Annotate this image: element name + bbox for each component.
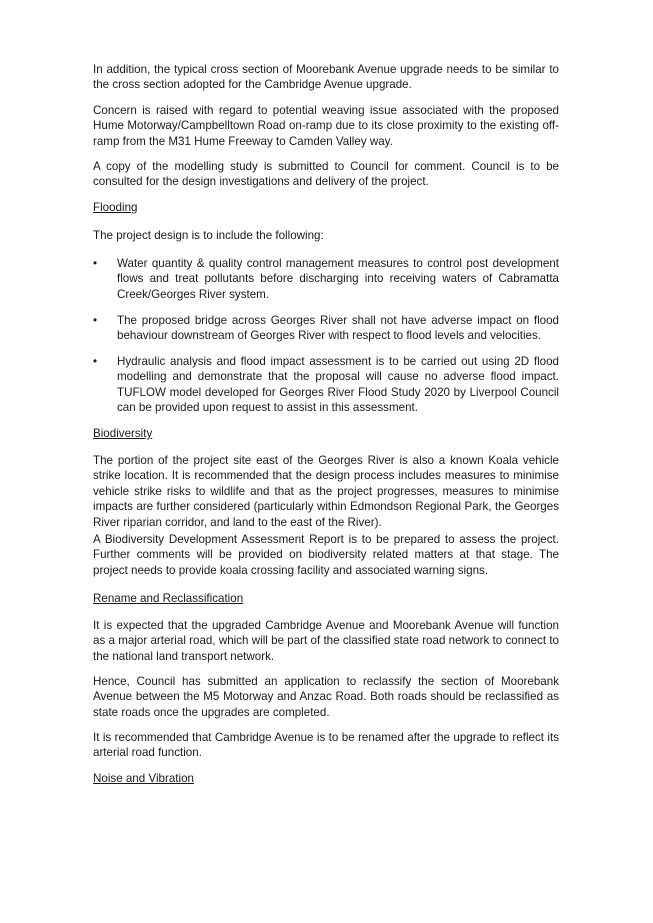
bullet-marker: • — [93, 355, 98, 368]
heading-biodiversity: Biodiversity — [93, 427, 153, 440]
paragraph-rename-cambridge: It is recommended that Cambridge Avenue is to be renamed after the upgrade to reflect its arterial road function. — [93, 731, 559, 760]
paragraph-arterial-road: It is expected that the upgraded Cambridge Avenue and Moorebank Avenue will function as a major arterial road, which will be part of the classified state road network to connect to the national land transport network. — [93, 619, 559, 663]
paragraph-moorebank-cross-section: In addition, the typical cross section of Moorebank Avenue upgrade needs to be similar to the cross section adopted for the Cambridge Avenue upgrade. — [93, 63, 559, 92]
paragraph-weaving-concern: Concern is raised with regard to potential weaving issue associated with the proposed Hume Motorway/Campbelltown Road on-ramp due to its close proximity to the existing off-ramp from the M31 Hume Freeway to Camden Valley way. — [93, 104, 559, 148]
paragraph-flooding-intro: The project design is to include the following: — [93, 229, 324, 242]
paragraph-modelling-study: A copy of the modelling study is submitted to Council for comment. Council is to be consulted for the design investigations and delivery of the project. — [93, 160, 559, 189]
bullet-hydraulic-analysis: Hydraulic analysis and flood impact assessment is to be carried out using 2D flood modelling and demonstrate that the proposal will cause no adverse flood impact. TUFLOW model developed for Georges River Flood Study 2020 by Liverpool Council can be provided upon request to assist in this assessment. — [117, 355, 559, 415]
bullet-bridge-impact: The proposed bridge across Georges River shall not have adverse impact on flood behaviour downstream of Georges River with respect to flood levels and velocities. — [117, 314, 559, 343]
paragraph-biodiversity-report: A Biodiversity Development Assessment Report is to be prepared to assess the project. Further comments will be provided on biodiversity related matters at that stage. The project needs to provide koala crossing facility and associated warning signs. — [93, 533, 559, 577]
paragraph-koala-strike: The portion of the project site east of the Georges River is also a known Koala vehicle strike location. It is recommended that the design process includes measures to minimise vehicle strike risks to wildlife and that as the project progresses, measures to minimise impacts are further considered (particularly within Edmondson Regional Park, the Georges River riparian corridor, and land to the east of the River). — [93, 454, 559, 529]
heading-noise-vibration: Noise and Vibration — [93, 772, 194, 785]
bullet-marker: • — [93, 257, 98, 270]
heading-rename-reclassification: Rename and Reclassification — [93, 592, 244, 605]
paragraph-reclassify-application: Hence, Council has submitted an application to reclassify the section of Moorebank Avenue between the M5 Motorway and Anzac Road. Both roads should be reclassified as state roads once the upgrades are completed. — [93, 675, 559, 719]
bullet-water-quality: Water quantity & quality control management measures to control post development flows and treat pollutants before discharging into receiving waters of Cabramatta Creek/Georges River system. — [117, 257, 559, 301]
heading-flooding: Flooding — [93, 201, 138, 214]
bullet-marker: • — [93, 314, 98, 327]
